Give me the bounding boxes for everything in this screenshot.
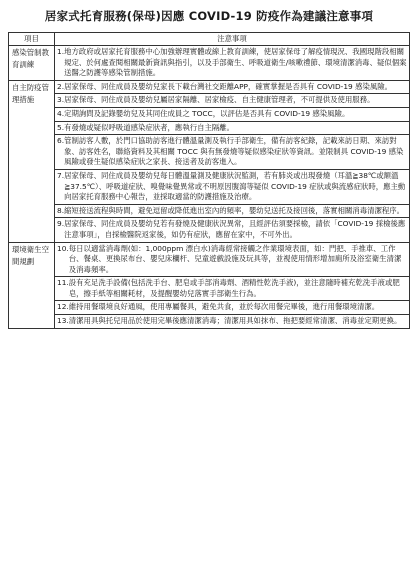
table-row <box>9 94 410 108</box>
note-number: 12. <box>57 302 69 312</box>
note-text: 清潔用具與托兒用品於使用完畢後應清潔消毒；清潔用具如抹布、拖把要經常清潔、消毒並定期更換。 <box>68 316 402 326</box>
table-row <box>9 204 410 218</box>
note-number: 13. <box>57 316 69 326</box>
note-text: 居家保母、同住成員及嬰幼兒每日體溫量測及健康狀況監測，若有肺炎或出現發燒（耳溫≧38℃或額溫≧37.5℃）、呼吸道症狀、嗅覺味覺異常或不明原因腹瀉等疑似 COVID-19 症狀或與流感症狀時，應主動向居家托育服務中心報告，並採取適當的防護措施及治療。 <box>64 170 406 202</box>
table-row <box>9 218 410 242</box>
note-cell <box>55 301 410 315</box>
table-header-row <box>9 33 410 46</box>
note-number: 8. <box>57 205 65 215</box>
note-number: 1. <box>57 47 65 56</box>
table-row <box>9 135 410 170</box>
note-number: 9. <box>57 219 65 229</box>
note-text: 設有充足洗手設備(包括洗手台、肥皂或手部消毒劑、酒精性乾洗手液)，並注意隨時補充乾洗手液或肥皂，擦手紙等相關耗材，及提醒嬰幼兒落實手部衛生行為。 <box>68 278 400 298</box>
note-text: 居家保母、同住成員及嬰幼兒家長下載台灣社交距離APP，確實掌握是否具有 COVID-19 感染風險。 <box>64 81 393 91</box>
note-cell <box>55 204 410 218</box>
note-cell <box>55 80 410 94</box>
header-item: 項目 <box>9 33 55 46</box>
note-cell <box>55 277 410 301</box>
table-row <box>9 277 410 301</box>
table-row <box>9 80 410 94</box>
note-number: 4. <box>57 108 65 118</box>
note-text: 居家保母、同住成員及嬰幼兒屬居家隔離、居家檢疫、自主健康管理者，不可提供及使用服務。 <box>64 95 375 105</box>
note-cell <box>55 169 410 204</box>
table-row <box>9 315 410 329</box>
note-cell <box>55 94 410 108</box>
table-row <box>9 46 410 81</box>
section-label-infection-control: 感染管制教育訓練 <box>9 46 55 81</box>
header-notes: 注意事項 <box>55 33 410 46</box>
note-cell <box>55 121 410 135</box>
note-number: 5. <box>57 122 65 132</box>
note-text: 縮短接送流程與時間，避免逗留或降低進出室內的頻率，嬰幼兒送托及接回後，落實相關消毒清潔程序。 <box>64 205 405 215</box>
note-number: 10. <box>57 243 69 253</box>
table-row <box>9 107 410 121</box>
section-label-self-management: 自主防疫管理措施 <box>9 80 55 242</box>
table-row <box>9 301 410 315</box>
note-text: 每日以適當消毒劑(如：1,000ppm 漂白水)消毒經常接觸之作業環境表面，如：門把、手推車、工作台、餐桌、更換尿布台、嬰兒床欄杆、兒童遊戲設施及玩具等，並視使用情形增加廁所及浴室衛生清潔及消毒頻率。 <box>68 243 402 274</box>
note-text: 維持用餐環境良好通風，使用專屬餐具，避免共食，並於每次用餐完畢後，進行用餐環境清潔。 <box>68 302 380 312</box>
note-text: 定期詢問及記錄嬰幼兒及其同住成員之 TOCC，以評估是否具有 COVID-19 感染風險。 <box>64 108 350 118</box>
note-number: 6. <box>57 136 65 146</box>
note-cell <box>55 242 410 277</box>
guidelines-table <box>8 32 410 329</box>
section-label-environment: 環境衛生空間規劃 <box>9 242 55 328</box>
note-cell <box>55 315 410 329</box>
note-text: 管制訪客人數，於門口協助訪客進行體溫量測及執行手部衛生，備有訪客紀錄，記載來訪日期、來訪對象、訪客姓名，聯絡資料及其相關 TOCC 與有無發燒等疑似感染症狀等資訊。並限制具 COVID-19 感染風險或發生疑似感染症狀之家長、接送者及訪客進入。 <box>64 136 404 167</box>
note-cell <box>55 46 410 81</box>
note-cell <box>55 107 410 121</box>
note-number: 2. <box>57 81 65 91</box>
table-row <box>9 121 410 135</box>
note-number: 3. <box>57 95 65 105</box>
note-text: 居家保母、同住成員及嬰幼兒若有發燒及健康狀況異常，且經評估須要採檢，請依「COVID-19 採檢後應注意事項」，自採檢醫院返家後，如仍有症狀，應留在家中，不可外出。 <box>64 219 406 239</box>
document-title: 居家式托育服務(保母)因應 COVID-19 防疫作為建議注意事項 <box>44 9 374 23</box>
note-number: 7. <box>57 170 65 180</box>
note-text: 有發燒或疑似呼吸道感染症狀者，應執行自主隔離。 <box>64 122 235 132</box>
note-cell <box>55 135 410 170</box>
note-cell <box>55 218 410 242</box>
table-row <box>9 242 410 277</box>
table-row <box>9 169 410 204</box>
note-text: 地方政府或居家托育服務中心加強辦理實體或線上教育訓練，使居家保母了解疫情現況、我國現階段相關規定、於何處查閱相關最新資訊與指引，以及手部衛生、呼吸道衛生/咳嗽禮節、環境清潔消毒、疑似個案送醫之防護等感染管制措施。 <box>64 47 407 78</box>
note-number: 11. <box>57 278 69 288</box>
